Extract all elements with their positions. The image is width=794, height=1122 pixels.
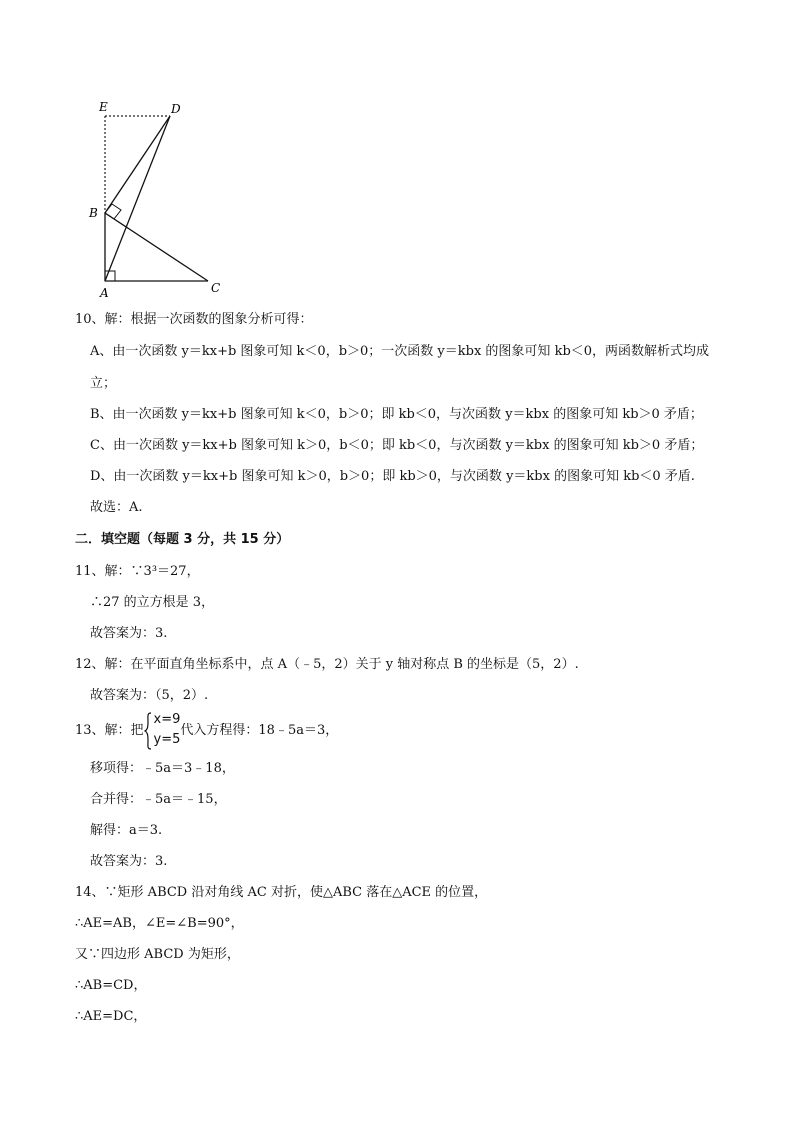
q12-answer: 故答案为：（5，2）.: [90, 688, 209, 703]
section-2-heading: 二．填空题（每题 3 分，共 15 分）: [75, 532, 290, 547]
q11-line2: ∴27 的立方根是 3，: [90, 595, 215, 610]
segment-BC: [105, 213, 208, 281]
q13-prefix: 13、解：把: [75, 722, 144, 738]
q10-option-a-line2: 立；: [90, 376, 117, 391]
label-A: A: [100, 286, 109, 300]
q10-option-b: B、由一次函数 y＝kx+b 图象可知 k＜0，b＞0；即 kb＜0，与次函数 y＝kbx 的图象可知 kb＞0 矛盾；: [90, 407, 703, 422]
system-eq-2: y=5: [153, 732, 181, 747]
q14-line1: 14、∵矩形 ABCD 沿对角线 AC 对折，使△ABC 落在△ACE 的位置，: [75, 885, 488, 900]
q13-line2: 移项得：﹣5a＝3﹣18，: [90, 761, 235, 776]
q14-line2: ∴AE=AB，∠E=∠B=90°，: [75, 916, 244, 931]
label-E: E: [99, 100, 108, 114]
label-D: D: [171, 102, 181, 116]
label-B: B: [89, 206, 98, 220]
q10-option-a-line1: A、由一次函数 y＝kx+b 图象可知 k＜0，b＞0；一次函数 y＝kbx 的图象可知 kb＜0，两函数解析式均成: [90, 344, 710, 359]
q11-line1: 11、解：∵3³＝27，: [75, 564, 200, 579]
system-eq-1: x=9: [153, 712, 181, 727]
q13-line1: [75, 710, 338, 751]
brace-icon: [144, 712, 152, 750]
geometry-figure: [85, 95, 225, 300]
equation-system: [144, 710, 181, 751]
q13-line4: 解得：a＝3.: [90, 823, 163, 838]
label-C: C: [211, 281, 221, 295]
q13-suffix: 代入方程得：18﹣5a＝3，: [180, 722, 339, 738]
q11-answer: 故答案为：3.: [90, 626, 168, 641]
q10-option-d: D、由一次函数 y＝kx+b 图象可知 k＞0，b＞0；即 kb＞0，与次函数 y＝kbx 的图象可知 kb＜0 矛盾.: [90, 469, 695, 484]
q13-answer: 故答案为：3.: [90, 854, 168, 869]
right-angle-B: [105, 204, 121, 219]
q12-line1: 12、解：在平面直角坐标系中，点 A（﹣5，2）关于 y 轴对称点 B 的坐标是（5，2）.: [75, 657, 579, 672]
q10-answer: 故选：A.: [90, 500, 143, 515]
q13-line3: 合并得：﹣5a＝﹣15，: [90, 792, 227, 807]
q14-line4: ∴AB=CD，: [75, 978, 147, 993]
q10-option-c: C、由一次函数 y＝kx+b 图象可知 k＞0，b＜0；即 kb＜0，与次函数 y＝kbx 的图象可知 kb＞0 矛盾；: [90, 438, 704, 453]
q10-title: 10、解：根据一次函数的图象分析可得：: [75, 312, 313, 327]
q14-line3: 又∵四边形 ABCD 为矩形，: [75, 947, 240, 962]
q14-line5: ∴AE=DC，: [75, 1009, 147, 1024]
